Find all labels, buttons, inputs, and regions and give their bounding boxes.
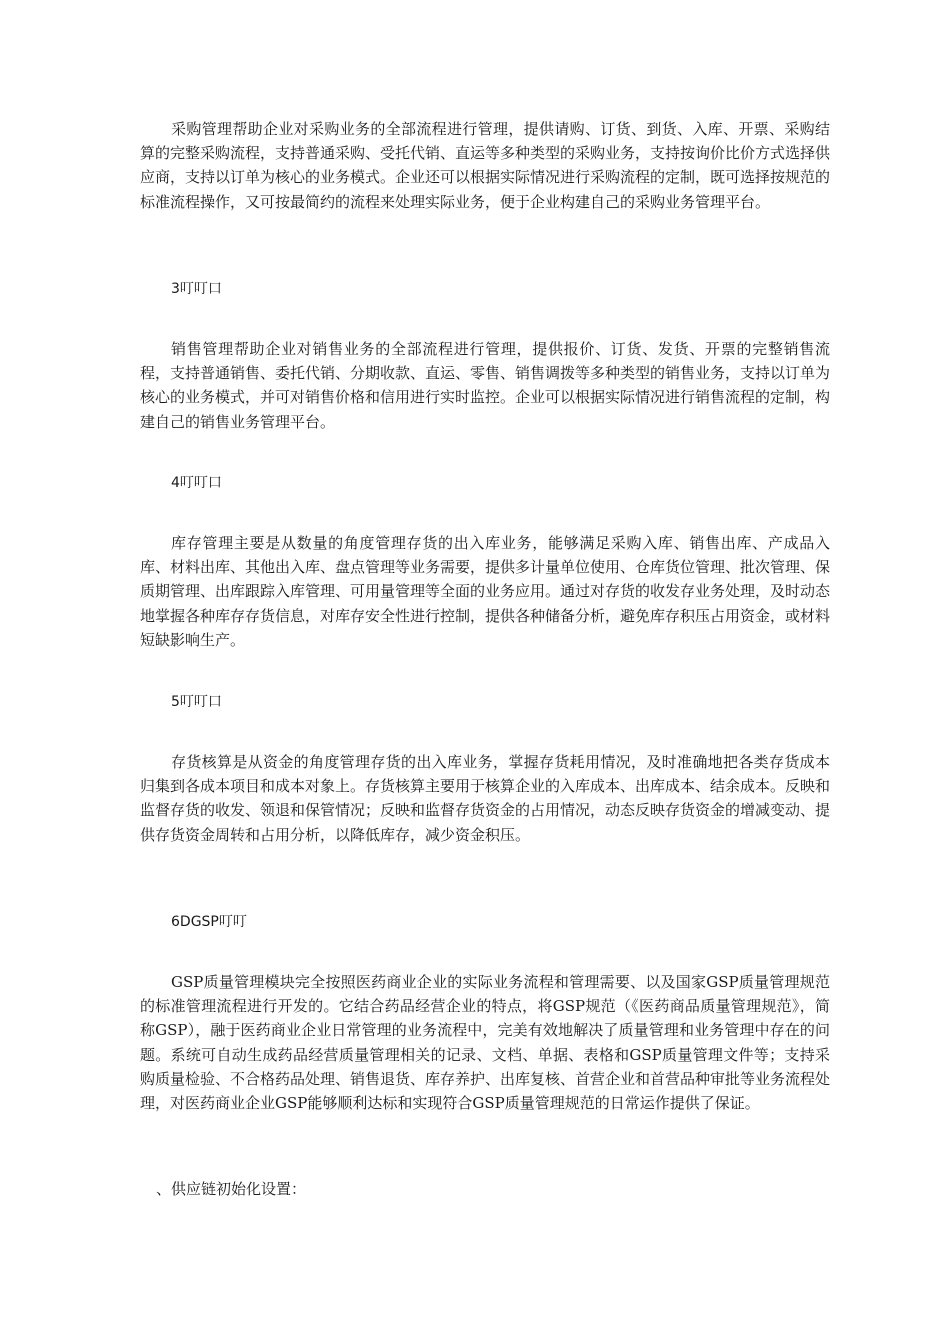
costing-paragraph: 存货核算是从资金的角度管理存货的出入库业务，掌握存货耗用情况，及时准确地把各类存货成本归集到各成本项目和成本对象上。存货核算主要用于核算企业的入库成本、出库成本、结余成本。反映和监督存货的收发、领退和保管情况；反映和监督存货资金的占用情况，动态反映存货资金的增减变动、提供存货资金周转和占用分析，以降低库存，减少资金积压。 xyxy=(140,753,831,844)
purchase-paragraph: 采购管理帮助企业对采购业务的全部流程进行管理，提供请购、订货、到货、入库、开票、采购结算的完整采购流程，支持普通采购、受托代销、直运等多种类型的采购业务，支持按询价比价方式选择供应商，支持以订单为核心的业务模式。企业还可以根据实际情况进行采购流程的定制，既可选择按规范的标准流程操作，又可按最简约的流程来处理实际业务，便于企业构建自己的采购业务管理平台。 xyxy=(140,120,831,211)
inventory-paragraph: 库存管理主要是从数量的角度管理存货的出入库业务，能够满足采购入库、销售出库、产成品入库、材料出库、其他出入库、盘点管理等业务需要，提供多计量单位使用、仓库货位管理、批次管理、保质期管理、出库跟踪入库管理、可用量管理等全面的业务应用。通过对存货的收发存业务处理，及时动态地掌握各种库存存货信息，对库存安全性进行控制，提供各种储备分析，避免库存积压占用资金，或材料短缺影响生产。 xyxy=(140,534,831,649)
section-heading-6: 6DGSP叮叮 xyxy=(171,914,247,930)
section-heading-4: 4叮叮口 xyxy=(171,475,222,491)
sales-paragraph: 销售管理帮助企业对销售业务的全部流程进行管理，提供报价、订货、发货、开票的完整销售流程，支持普通销售、委托代销、分期收款、直运、零售、销售调拨等多种类型的销售业务，支持以订单为核心的业务模式，并可对销售价格和信用进行实时监控。企业可以根据实际情况进行销售流程的定制，构建自己的销售业务管理平台。 xyxy=(140,340,831,431)
section-heading-3: 3叮叮口 xyxy=(171,281,222,297)
section-heading-5: 5叮叮口 xyxy=(171,694,222,710)
supply-chain-init-line: 、供应链初始化设置： xyxy=(156,1180,307,1198)
gsp-paragraph: GSP质量管理模块完全按照医药商业企业的实际业务流程和管理需要、以及国家GSP质量管理规范的标准管理流程进行开发的。它结合药品经营企业的特点，将GSP规范（《医药商品质量管理规范》，简称GSP），融于医药商业企业日常管理的业务流程中，完美有效地解决了质量管理和业务管理中存在的问题。系统可自动生成药品经营质量管理相关的记录、文档、单据、表格和GSP质量管理文件等；支持采购质量检验、不合格药品处理、销售退货、库存养护、出库复核、首营企业和首营品种审批等业务流程处理，对医药商业企业GSP能够顺利达标和实现符合GSP质量管理规范的日常运作提供了保证。 xyxy=(140,973,831,1113)
